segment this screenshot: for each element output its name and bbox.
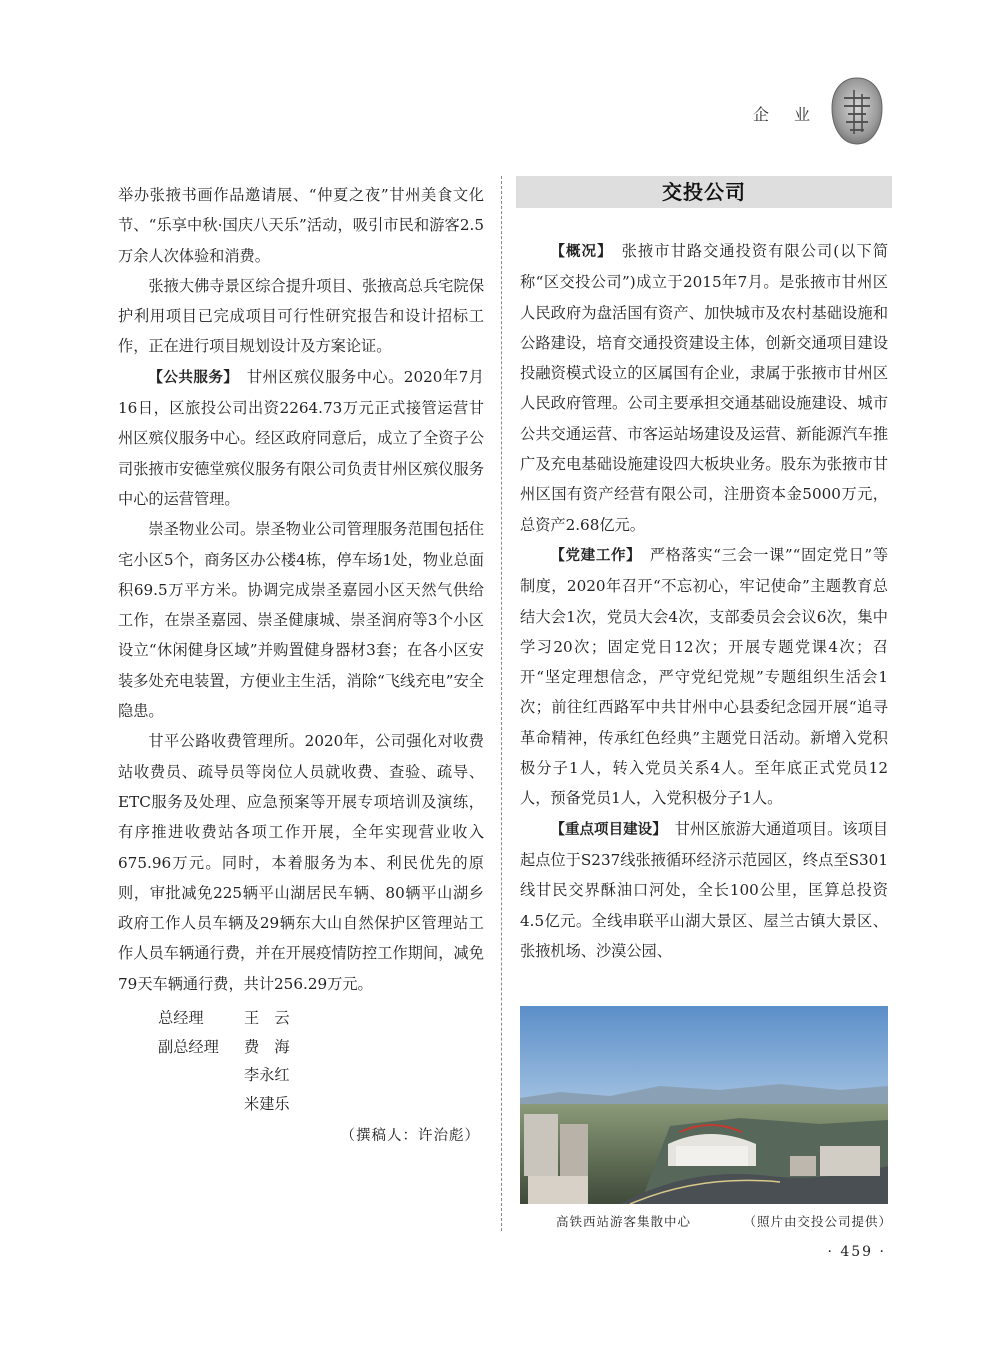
- paragraph: 甘平公路收费管理所。2020年，公司强化对收费站收费员、疏导员等岗位人员就收费、查验、疏导、ETC服务及处理、应急预案等开展专项培训及演练，有序推进收费站各项工作开展，全年实现营业收入675.96万元。同时，本着服务为本、利民优先的原则，审批减免225辆平山湖居民车辆、80辆平山湖乡政府工作人员车辆及29辆东大山自然保护区管理站工作人员车辆通行费，并在开展疫情防控工作期间，减免79天车辆通行费，共计256.29万元。: [118, 732, 484, 993]
- section-title: 交投公司: [662, 180, 746, 204]
- staff-name: 李永红: [244, 1066, 290, 1084]
- left-column: [118, 180, 484, 999]
- section-title-band: [516, 176, 892, 208]
- staff-list: [158, 1004, 290, 1118]
- staff-role: 副总经理: [158, 1037, 219, 1056]
- section-header: 企 业: [752, 105, 820, 124]
- photo-caption: [556, 1212, 892, 1230]
- subheading-tag: 【概况】: [550, 244, 606, 260]
- paragraph: 张掖大佛寺景区综合提升项目、张掖高总兵宅院保护利用项目已完成项目可行性研究报告和设计招标工作，正在进行项目规划设计及方案论证。: [118, 276, 484, 356]
- staff-row: [158, 1090, 290, 1119]
- paragraph: 【公共服务】 甘州区殡仪服务中心。2020年7月16日，区旅投公司出资2264.73万元正式接管运营甘州区殡仪服务中心。经区政府同意后，成立了全资子公司张掖市安德堂殡仪服务有限公司负责甘州区殡仪服务中心的运营管理。: [118, 367, 484, 508]
- page-number: · 459 ·: [827, 1244, 886, 1260]
- column-divider: [501, 176, 502, 1231]
- staff-name: 米建乐: [244, 1094, 290, 1113]
- author-credit: （撰稿人：许治彪）: [340, 1128, 480, 1144]
- subheading-tag: 【重点项目建设】: [550, 821, 660, 838]
- seal-emblem-icon: [830, 76, 884, 146]
- paragraph: 【概况】 张掖市甘路交通投资有限公司(以下简称“区交投公司”)成立于2015年7月。是张掖市甘州区人民政府为盘活国有资产、加快城市及农村基础设施和公路建设，培育交通投资建设主体，创新交通项目建设投融资模式设立的区属国有企业，隶属于张掖市甘州区人民政府管理。公司主要承担交通基础设施建设、城市公共交通运营、市客运站场建设及运营、新能源汽车推广及充电基础设施建设四大板块业务。股东为张掖市甘州区国有资产经营有限公司，注册资本金5000万元，总资产2.68亿元。: [520, 242, 889, 534]
- staff-role: 总经理: [158, 1009, 204, 1027]
- staff-name: 王 云: [244, 1009, 290, 1027]
- caption-title: 高铁西站游客集散中心: [556, 1214, 692, 1229]
- subheading-tag: 【公共服务】: [148, 369, 232, 386]
- paragraph: 【党建工作】 严格落实“三会一课”“固定党日”等制度，2020年召开“不忘初心，牢记使命”主题教育总结大会1次，党员大会4次，支部委员会会议6次，集中学习20次；固定党日12次；开展专题党课4次；召开“坚定理想信念，严守党纪党规”专题组织生活会1次；前往红西路军中共甘州中心县委纪念园开展“追寻革命精神，传承红色经典”主题党日活动。新增入党积极分子1人，转入党员关系4人。至年底正式党员12人，预备党员1人，入党积极分子1人。: [520, 545, 889, 808]
- staff-row: [158, 1004, 290, 1033]
- right-column: [520, 236, 888, 966]
- caption-credit: （照片由交投公司提供）: [743, 1214, 892, 1229]
- staff-role: [158, 1061, 244, 1090]
- staff-row: [158, 1061, 290, 1090]
- staff-row: [158, 1033, 290, 1062]
- paragraph: 崇圣物业公司。崇圣物业公司管理服务范围包括住宅小区5个，商务区办公楼4栋，停车场1处，物业总面积69.5万平方米。协调完成崇圣嘉园小区天然气供给工作，在崇圣嘉园、崇圣健康城、崇圣润府等3个小区设立“休闲健身区域”并购置健身器材3套；在各小区安装多处充电装置，方便业主生活，消除“飞线充电”安全隐患。: [118, 520, 484, 721]
- staff-role: [158, 1090, 244, 1119]
- station-photo: [520, 1006, 888, 1204]
- staff-name: 费 海: [244, 1037, 290, 1056]
- paragraph: 举办张掖书画作品邀请展、“仲夏之夜”甘州美食文化节、“乐享中秋·国庆八天乐”活动，吸引市民和游客2.5万余人次体验和消费。: [118, 186, 484, 265]
- subheading-tag: 【党建工作】: [550, 547, 635, 564]
- paragraph: 【重点项目建设】 甘州区旅游大通道项目。该项目起点位于S237线张掖循环经济示范园区，终点至S301线甘民交界酥油口河处，全长100公里，匡算总投资4.5亿元。全线串联平山湖大景区、屋兰古镇大景区、张掖机场、沙漠公园、: [520, 819, 889, 960]
